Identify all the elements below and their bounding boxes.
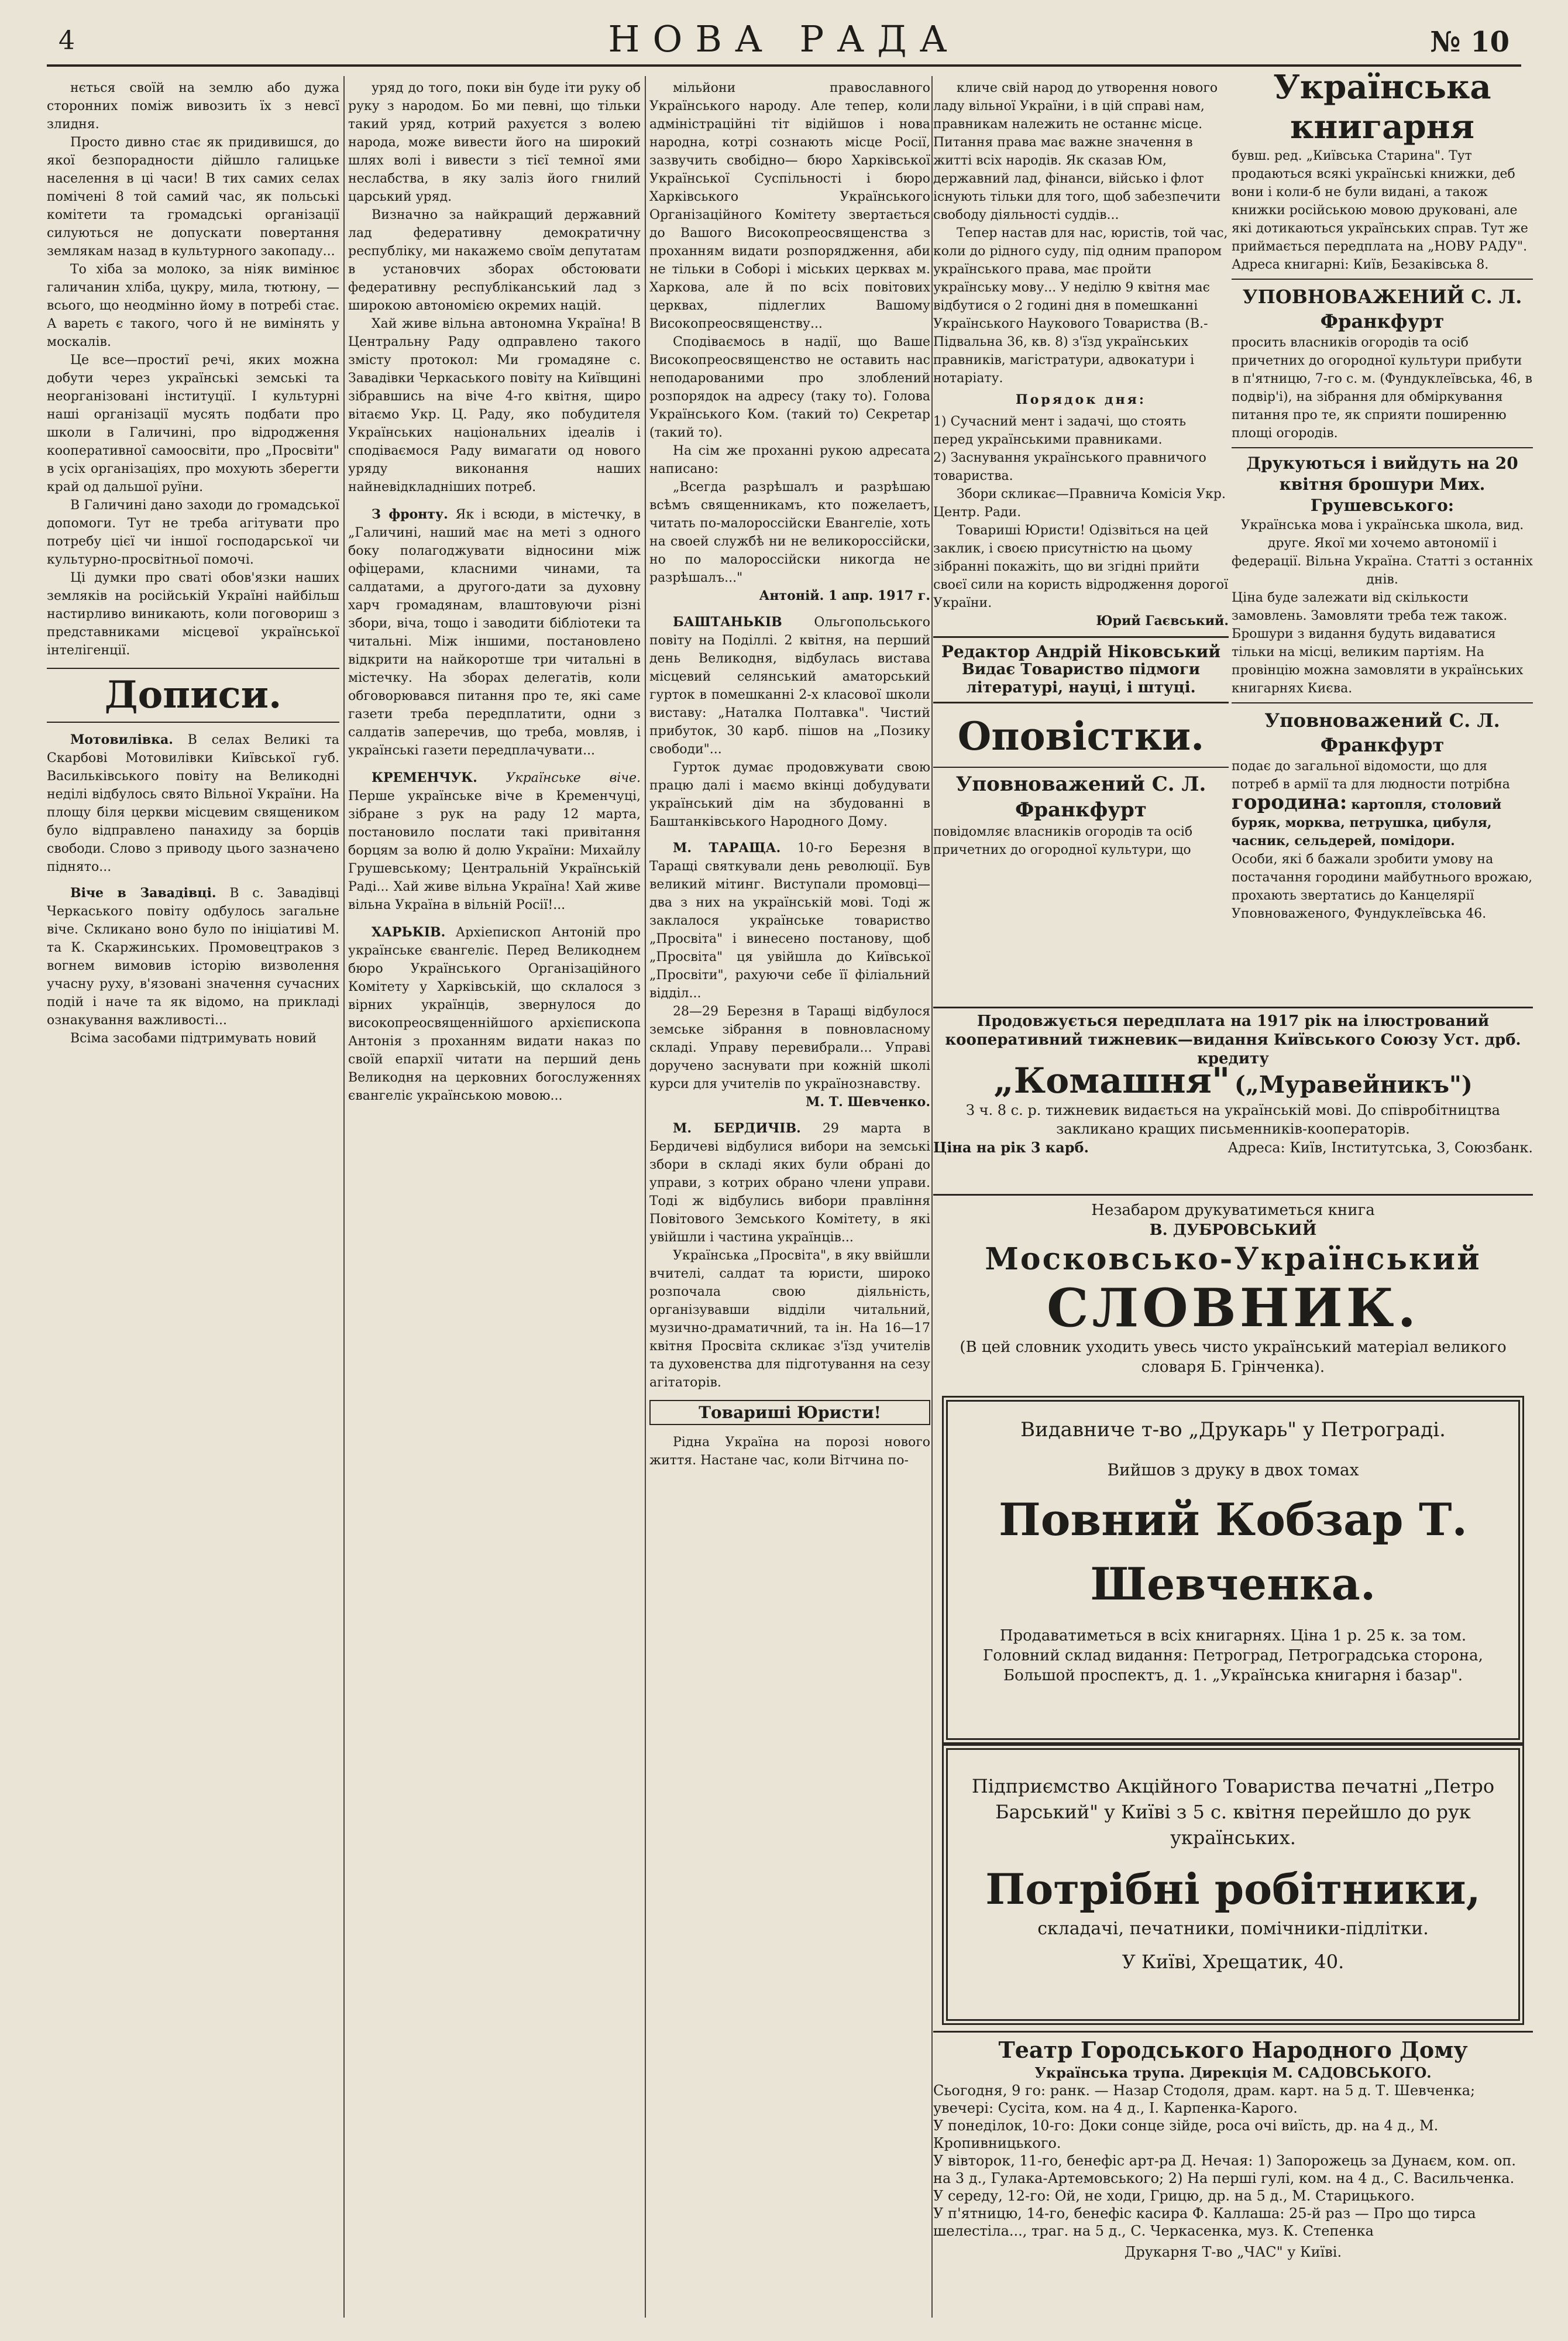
dateline: БАШТАНЬКІВ <box>673 615 782 630</box>
ad-text: Продаватиметься в всіх книгарнях. Ціна 1 р. 25 к. за том. Головний склад видання: Петроград, Петроградська сторона, Большой проспектъ, д. 1. „Українська книгарня і базар". <box>983 1627 1483 1684</box>
article-paragraph: На сім же проханні рукою адресата написано: <box>649 444 930 476</box>
printing-ad <box>942 1744 1524 2025</box>
article-paragraph: Гурток думає продовжувати свою працю далі і маємо вкінці добудувати український дім на збудованні в Баштанківського Народного Дому. <box>649 760 930 829</box>
ad-subtitle: („Муравейникъ") <box>1234 1071 1473 1099</box>
column-rule <box>343 76 345 2318</box>
article-paragraph: Рідна Україна на порозі нового життя. Настане час, коли Вітчина по- <box>649 1435 930 1468</box>
column-3 <box>649 79 930 2315</box>
theatre-listing: У середу, 12-го: Ой, не ходи, Грицю, др. на 5 д., М. Старицького. <box>933 2188 1415 2204</box>
dateline: М. ТАРАЩА. <box>673 840 781 856</box>
column-2 <box>348 79 641 2315</box>
agenda-item: 2) Заснування українського правничого товариства. <box>933 451 1206 483</box>
kobzar-ad <box>942 1396 1524 1744</box>
article-paragraph: Товариші Юристи! Одізвіться на цей заклик, і своєю присутністю на цьому зібранні покажіть, що ви згідні прийти своєї сили на користь відродження дорогої України. <box>933 523 1229 610</box>
signature: М. Т. Шевченко. <box>806 1094 930 1110</box>
article-paragraph: кличе свій народ до утворення нового ладу вільної України, і в цій справі нам, правникам належить не останнє місце. Питання права має важне значення в житті всіх народів. Як сказав Юм, державний лад, фінанси, військо і флот існують тільки для того, щоб забезпечити свободу діяльності суддів... <box>933 81 1221 222</box>
ad-title: Уповноважений С. Л. Франкфурт <box>955 773 1206 822</box>
ad-title-bookstore: Українська книгарня <box>1273 68 1491 146</box>
ad-address: Адреса книгарні: Київ, Безаківська 8. <box>1232 258 1489 272</box>
ad-text: Українська мова і українська школа, вид. друге. Якої ми хочемо автономії і федерації. Вільна Україна. Статті з останніх днів. <box>1232 518 1533 587</box>
column-5-ads <box>1232 67 1533 1004</box>
signature: Антоній. 1 апр. 1917 г. <box>759 588 930 603</box>
publisher-line: Видає Товариство підмоги літературі, науці, і штуці. <box>961 661 1201 696</box>
article-paragraph: Як і всюди, в містечку, в „Галичині, наший має на меті з одного боку полагоджувати відносини між офіцерами, класними чинами, та салдатами, а другого-дати за духовну харч громадянам, влаштовуючи різні збори, віча, тощо і заводити бібліотеки та читальні. Між іншими, постановлено відкрити на найкоротше три читальні в містечку. На зборах делегатів, коли обговорювався питання про те, які саме газети треба передплатити, одни з салдатів заперечив, що треба, мовляв, і українські газети передплачувати... <box>348 507 641 758</box>
ad-text: Продовжується передплата на 1917 рік на ілюстрований кооперативний тижневик—видання Київського Союзу Уст. дрб. кредиту <box>945 1012 1521 1067</box>
article-paragraph: В с. Завадівці Черкаського повіту одбулось загальне віче. Скликано воно було по ініціативі М. та К. Скаржинських. Промовецтраков з вогнем вимовив історію визволення учасну руху, в'язовані значення сучасних подій і наче та як відомо, на прикладі ознакування важливості... <box>47 886 339 1028</box>
ad-price: Ціна на рік 3 карб. <box>933 1139 1089 1156</box>
article-paragraph: То хіба за молоко, за ніяк вимінює галичанин хліба, цукру, мила, тютюну, — всього, що неодмінно йому в потребі стає. А вареть є такого, чого й не вимінять у москалів. <box>47 262 339 349</box>
subheading: Українське віче. <box>506 771 641 785</box>
article-paragraph: В селах Великі та Скарбові Мотовилівки Київської губ. Васильківського повіту на Великодні неділі відбулось свято Вільної України. На площу біля церкви місцевим священиком було відправлено панахиду за борців свободи. Слово з приводу цього зазначено піднято... <box>47 733 339 874</box>
dictionary-ad <box>933 1194 1533 1377</box>
theatre-listing: У вівторок, 11-го, бенефіс арт-ра Д. Нечая: 1) Запорожець за Дунаєм, ком. оп. на 3 д., Гулака-Артемовського; 2) На перші гулі, ком. на 4 д., С. Васильченка. <box>933 2153 1517 2186</box>
ad-title: Уповноважений С. Л. Франкфурт <box>1264 709 1500 756</box>
ad-address: У Київі, Хрещатик, 40. <box>1122 1951 1345 1973</box>
ad-text: Особи, які б бажали зробити умову на постачання городини майбутнього врожаю, прохають звертатись до Канцелярії Уповноваженого, Фундуклеївська 46. <box>1232 852 1533 921</box>
ad-text: повідомляє власників огородів та осіб причетних до огородної культури, що <box>933 825 1193 857</box>
article-paragraph: нється своїй на землю або дужа сторонних поміж вивозить їх з невсї злидня. <box>47 81 339 132</box>
ad-goods: картопля, столовий буряк, морква, петрушка, цибуля, часник, сельдерей, помідори. <box>1232 797 1502 849</box>
dateline: Мотовилівка. <box>70 732 173 747</box>
ad-text: Вийшов з друку в двох томах <box>1107 1460 1359 1480</box>
column-rule <box>931 76 933 2318</box>
agenda-item: 1) Сучасний мент і задачі, що стоять перед українськими правниками. <box>933 414 1187 447</box>
ad-label: городина: <box>1232 791 1347 814</box>
ad-author: В. ДУБРОВСЬКИЙ <box>1149 1221 1317 1239</box>
column-rule <box>645 76 646 2318</box>
article-paragraph: уряд до того, поки він буде іти руку об руку з народом. Бо ми певні, що тільки такий уряд, котрий рахуєтся з волею народа, може вивести його на широкий шлях волі і вивести з тієї темної ями неслабства, в яку заліз його гнилий царський уряд. <box>348 81 641 204</box>
article-paragraph: Просто дивно стає як придивишся, до якої безпорадности дійшло галицьке населення в ці часи! В тих самих селах помічені 8 той самий час, як польські комітети та громадські організації силуються не допускати повертання землякам назад в культурного закопаду... <box>47 135 339 259</box>
komashnia-ad <box>933 1007 1533 1157</box>
ad-title: СЛОВНИК. <box>1047 1277 1419 1339</box>
ad-publisher: Видавниче т-во „Друкарь" у Петрограді. <box>1020 1418 1446 1441</box>
column-4 <box>933 79 1229 860</box>
section-heading-notices: Оповістки. <box>957 713 1205 759</box>
theatre-ad <box>933 2031 1533 2261</box>
ad-text: подає до загальної відомости, що для потреб в армії та для людности потрібна <box>1232 759 1510 792</box>
ad-text: просить власників огородів та осіб причетних до огородної культури прибути в п'ятницю, 7-го с. м. (Фундуклеївська, 46, в подвір'і), на зібрання для обміркування питання про те, як сприяти поширенню площі огородів. <box>1232 335 1532 441</box>
callout-heading: Товариші Юристи! <box>649 1400 930 1425</box>
dateline: З фронту. <box>372 507 448 522</box>
article-paragraph: мільйони православного Українського народу. Але тепер, коли адміністраційні тіт відійшов і нова народна, котрі сознають місце Росії, зазвучить свобідно— бюро Харківської Української Суспільності і бюро Харківського Українського Організаційного Комітету звертається до Вашого Високопреосвященства з проханням видати розпорядження, аби не тільки в Соборі і міських церквах м. Харкова, але й по всіх повітових церквах, підлеглих Вашому Високопреосвященству... <box>649 81 930 331</box>
article-paragraph: Збори скликає—Правнича Комісія Укр. Центр. Ради. <box>933 487 1226 520</box>
article-paragraph: Всіма засобами підтримувать новий <box>70 1031 317 1046</box>
dateline: ХАРЬКІВ. <box>372 925 446 940</box>
article-paragraph: Ці думки про сваті обов'язки наших земляків на російській Україні найбільш настирливо виникають, коли поговориш з представниками місцевої української інтелігенції. <box>47 571 339 658</box>
ad-title: Московсько-Український <box>985 1241 1481 1277</box>
article-paragraph: В Галичині дано заходи до громадської допомоги. Тут не треба агітувати про потребу цієї чи іншої господарської чи культурно-просвітньої помочі. <box>47 498 339 567</box>
article-paragraph: Архіепископ Антоній про українське євангеліє. Перед Великоднем бюро Українського Організаційного Комітету у Харківській, що склалося з вірних українців, звернулося до високопреосвященнійшого архієпископа Антонія з проханням видати наказ по своїй епархії читати на перший день Великодня на церковних богослуженнях євангеліє українською мовою... <box>348 925 641 1103</box>
column-1 <box>47 79 339 2315</box>
ad-text: Підприємство Акційного Товариства печатні „Петро Барський" у Київі з 5 с. квітня перейшло до рук українських. <box>971 1775 1495 1849</box>
article-paragraph: 10-го Березня в Таращі святкували день революції. Був великий мітинг. Виступали промовці—два з них на українській мові. Тоді ж заклалося українське товариство „Просвіта" і винесено постанову, щоб „Просвіта" ця увійшла до Київської „Просвіти", рахуючи себе її філіальний відділ... <box>649 841 930 1001</box>
article-paragraph: Визначно за найкращий державний лад федеративну демократичну республіку, ми накажемо своїм депутатам в установчих зборах обстоювати федеративну республіканський лад з широкою автономією окремих націй. <box>348 208 641 313</box>
quotation: „Всегда разрѣшалъ и разрѣшаю всѣмъ священникамъ, кто пожелаетъ, читать по-малороссійски Евангеліе, хоть на своей службѣ ни не великороссійски, но по малороссійски никогда не разрѣшалъ..." <box>649 480 930 585</box>
theatre-listing: У понеділок, 10-го: Доки сонце зійде, роса очі виїсть, др. на 4 д., М. Кропивницького. <box>933 2117 1439 2151</box>
ad-text: складачі, печатники, помічники-підлітки. <box>1037 1918 1429 1939</box>
editor-line: Редактор Андрій Ніковський <box>941 642 1221 661</box>
theatre-listing: У п'ятницю, 14-го, бенефіс касира Ф. Каллаша: 25-й раз — Про що тирса шелестіла..., траг. на 5 д., С. Черкасенка, муз. К. Степенка <box>933 2205 1476 2239</box>
ad-title: УПОВНОВАЖЕНИЙ С. Л. Франкфурт <box>1242 286 1522 332</box>
dateline: КРЕМЕНЧУК. <box>372 770 477 785</box>
article-paragraph: Хай живе вільна автономна Україна! В Центральну Раду одправлено такого змісту протокол: Ми громадяне с. Завадівки Черкаського повіту на Київщині зібравшись на віче 4-го квітня, щиро вітаємо Укр. Ц. Раду, яко побудителя Українських національних ідеалів і сподіваємося Раду вимагати од нового уряду виконання наших найневідкладніших потреб. <box>348 317 641 495</box>
article-paragraph: Перше українське віче в Кременчуці, зібране з рук на раду 12 марта, постановило послати такі привітання борцям за волю й долю України: Михайлу Грушевському; Центральній Українській Раді... Хай живе вільна Україна! Хай живе вільна Україна в вільній Росії!... <box>348 789 641 912</box>
agenda-title: Порядок дня: <box>1015 392 1147 407</box>
dateline: М. БЕРДИЧІВ. <box>673 1121 801 1136</box>
ad-title: Театр Городського Народного Дому <box>998 2037 1468 2063</box>
ad-note: Ціна буде залежати від скількости замовлень. Замовляти треба теж також. Брошури з видання будуть видаватися тільки на місці, великим партіям. На провінцію можна замовляти в українських книгарнях Києва. <box>1232 591 1524 696</box>
newspaper-title: НОВА РАДА <box>608 18 960 60</box>
ad-text: З ч. 8 с. р. тижневик видається на українській мові. До співробітництва закликано кращих письменників-кооператорів. <box>966 1102 1500 1137</box>
page-number: 4 <box>59 26 75 56</box>
article-paragraph: Сподіваємось в надії, що Ваше Високопреосвященство не оставить нас неподарованими про злоблений розпорядок на адресу (таку то). Голова Українського Ком. (такий то) Секретар (такий то). <box>649 335 930 440</box>
ad-text: бувш. ред. „Київська Старина". Тут продаються всякі українські книжки, деб вони і коли-б не були видані, а також книжки російською мовою друковані, але які дотикаються українських справ. Тут же приймається передплата на „НОВУ РАДУ". <box>1232 149 1528 254</box>
ad-title: Повний Кобзар Т. Шевченка. <box>999 1494 1467 1610</box>
issue-number: № 10 <box>1430 26 1509 59</box>
article-paragraph: 28—29 Березня в Таращі відбулося земське зібрання в повновласному складі. Управу перевибрали... Управі доручено заснувати при кожній школі курси для учителів по українознавству. <box>649 1004 930 1091</box>
article-paragraph: 29 марта в Бердичеві відбулися вибори на земські збори в складі яких були обрані до управи, з котрих обрано члени управи. Тоді ж відбулись вибори правління Повітового Земського Комітету, в які увійшли і частина українців... <box>649 1121 930 1245</box>
ad-address: Адреса: Київ, Інститутська, 3, Союзбанк. <box>1227 1139 1533 1156</box>
article-paragraph: Тепер настав для нас, юристів, той час, коли до рідного суду, під одним прапором українського права, має пройти українську мову... У неділю 9 квітня має відбутися о 2 годині дня в помешканні Українського Наукового Товариства (В.-Підвальна 36, кв. 8) з'їзд українських правників, магістратури, адвокатури і нотаріату. <box>933 226 1228 386</box>
dateline: Віче в Завадівці. <box>70 885 216 901</box>
printer-line: Друкарня Т-во „ЧАС" у Київі. <box>1124 2244 1342 2260</box>
ad-title: Друкуються і вийдуть на 20 квітня брошури Мих. Грушевського: <box>1246 454 1518 515</box>
ad-note: (В цей словник уходить увесь чисто український матеріал великого словаря Б. Грінченка). <box>960 1338 1507 1376</box>
article-paragraph: Це все—простиї речі, яких можна добути через українські земські та неорганізовані інституції. І культурні наші організації мусять подбати про школи в Галичині, про відродження кооперативної самоосвіти, про „Просвіти" в усіх організаціях, про мохують зберегти край од дальшої руїни. <box>47 353 339 495</box>
article-paragraph: Українська „Просвіта", в яку ввійшли вчителі, салдат та юристи, широко розпочала свою діяльність, організувавши відділи читальний, музично-драматичний, та ін. На 16—17 квітня Просвіта скликає з'їзд учителів та духовенства для підготування на сезу агітаторів. <box>649 1248 930 1390</box>
page-header <box>47 12 1521 67</box>
theatre-listing: Сьогодня, 9 го: ранк. — Назар Стодоля, драм. карт. на 5 д. Т. Шевченка; увечері: Сусіта, ком. на 4 д., І. Карпенка-Карого. <box>933 2082 1476 2116</box>
ad-text: Незабаром друкуватиметься книга <box>1091 1202 1375 1219</box>
signature: Юрий Гаєвський. <box>1096 613 1229 629</box>
ad-subtitle: Українська трупа. Дирекція М. САДОВСЬКОГО. <box>1034 2064 1432 2081</box>
ad-title: „Комашня" <box>993 1060 1230 1101</box>
article-paragraph: Ольгопольського повіту на Поділлі. 2 квітня, на перший день Великодня, відбулась вистава місцевий селянський аматорський гурток в помешканні 2-х класової школи виставу: „Наталка Полтавка". Чистий прибуток, 30 карб. пішов на „Позику свободи"... <box>649 615 930 757</box>
section-heading-dopysy: Дописи. <box>47 668 339 723</box>
ad-title: Потрібні робітники, <box>985 1864 1481 1914</box>
